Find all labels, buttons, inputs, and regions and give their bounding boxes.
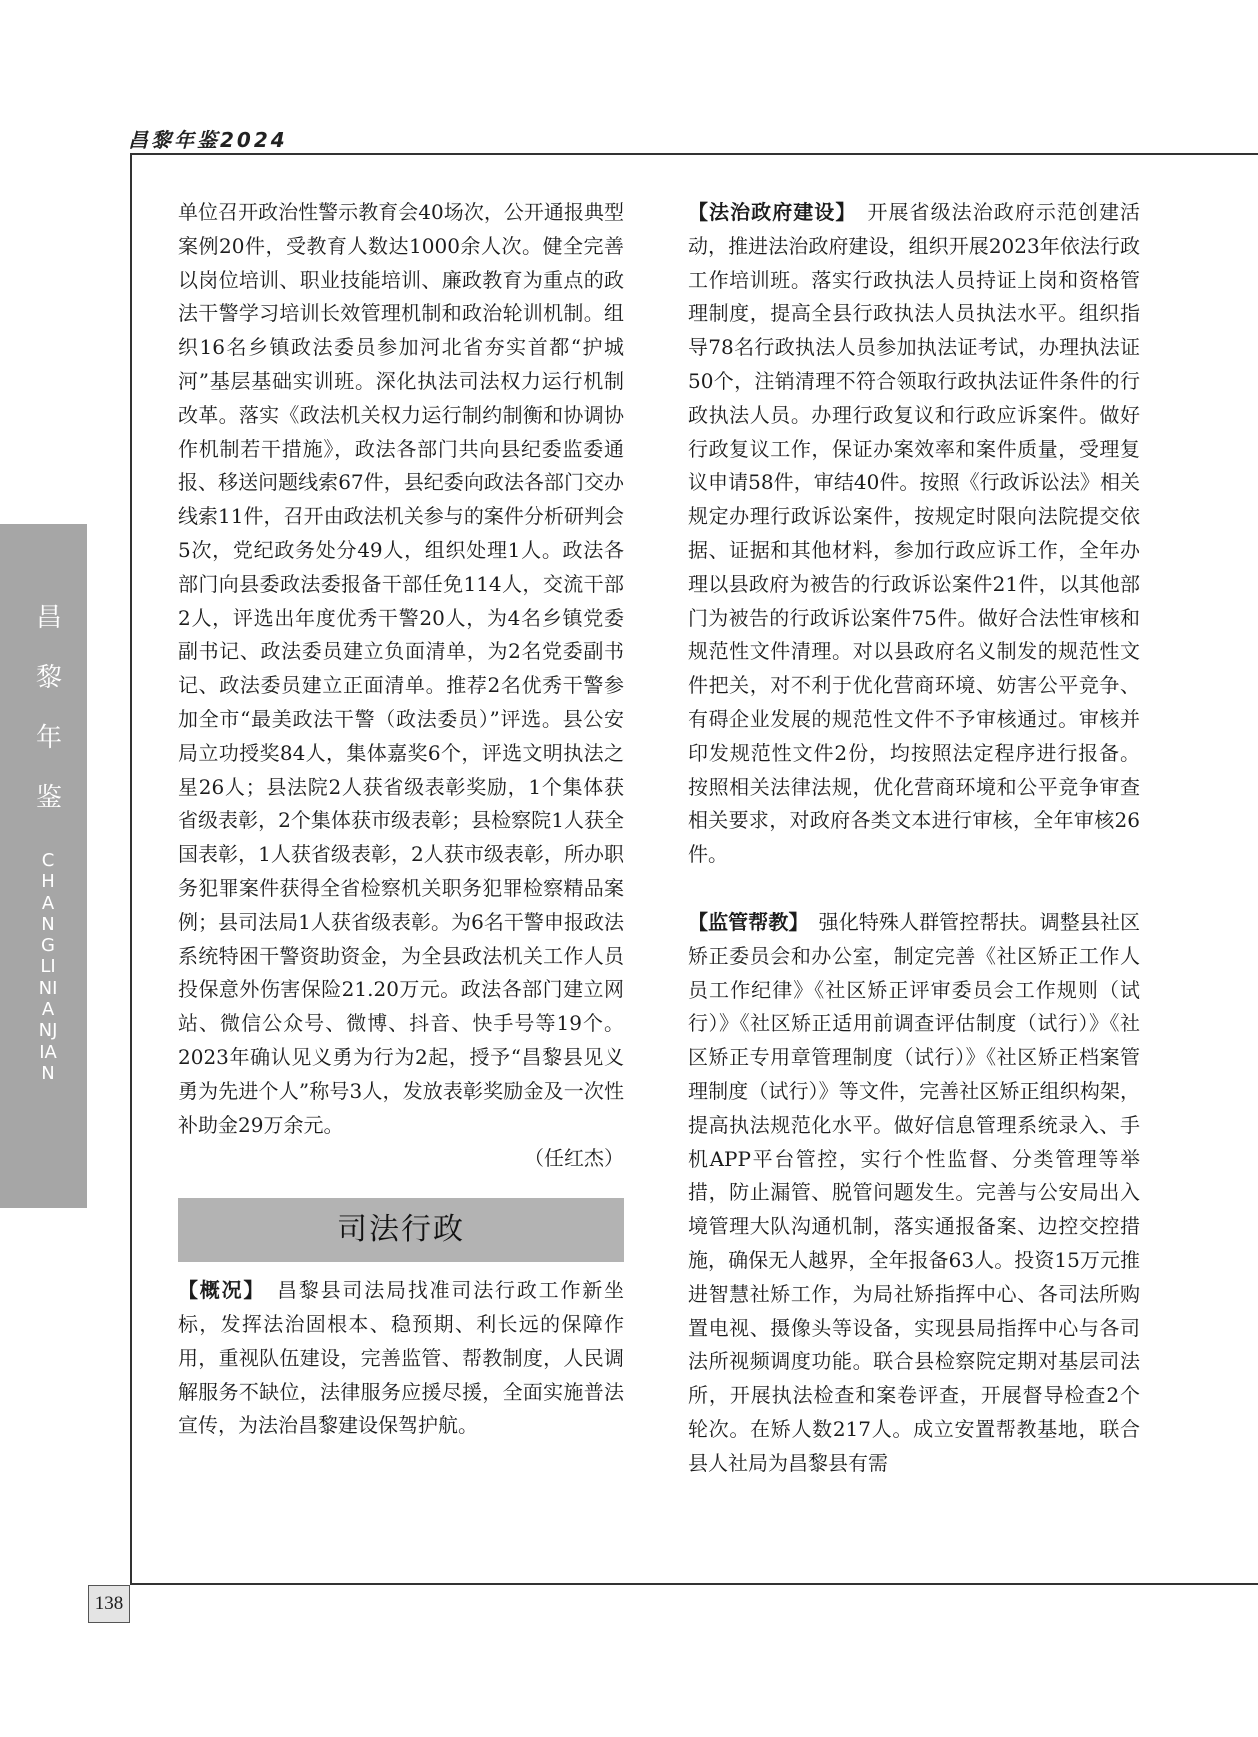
side-tab-char-2: 黎: [36, 663, 63, 693]
supervision-text: 强化特殊人群管控帮扶。调整县社区矫正委员会和办公室，制定完善《社区矫正工作人员工作纪律》《社区矫正评审委员会工作规则（试行）》《社区矫正适用前调查评估制度（试行）》《社区矫正专用章管理制度（试行）》《社区矫正档案管理制度（试行）》等文件，完善社区矫正组织构架，提高执法规范化水平。做好信息管理系统录入、手机APP平台管控，实行个性监督、分类管理等举措，防止漏管、脱管问题发生。完善与公安局出入境管理大队沟通机制，落实通报备案、边控交控措施，确保无人越界，全年报备63人。投资15万元推进智慧社矫工作，为局社矫指挥中心、各司法所购置电视、摄像头等设备，实现县局指挥中心与各司法所视频调度功能。联合县检察院定期对基层司法所，开展执法检查和案卷评查，开展督导检查2个轮次。在矫人数217人。成立安置帮教基地，联合县人社局为昌黎县有需: [688, 909, 1141, 1475]
side-tab-roman: CHANGLINIANJIAN: [38, 850, 58, 1084]
side-tab-char-3: 年: [36, 723, 63, 753]
overview-paragraph: [178, 1274, 624, 1443]
overview-text: 昌黎县司法局找准司法行政工作新坐标，发挥法治固根本、稳预期、利长远的保障作用，重视队伍建设，完善监管、帮教制度，人民调解服务不缺位，法律服务应援尽援，全面实施普法宣传，为法治昌黎建设保驾护航。: [178, 1278, 625, 1438]
page-number: 138: [88, 1585, 130, 1623]
side-tab-char-1: 昌: [36, 603, 63, 633]
paragraph-spacer: [688, 872, 1140, 906]
right-column: [688, 196, 1140, 1480]
side-tab-char-4: 鉴: [36, 783, 63, 813]
frame-top-rule: [130, 153, 1258, 155]
left-column: [178, 196, 624, 1443]
frame-left-rule: [130, 153, 132, 1585]
rule-of-law-paragraph: [688, 196, 1140, 872]
author-credit: （任红杰）: [524, 1146, 624, 1171]
supervision-heading: 【监管帮教】: [688, 909, 799, 934]
intro-paragraph: 单位召开政治性警示教育会40场次，公开通报典型案例20件，受教育人数达1000余人次。健全完善以岗位培训、职业技能培训、廉政教育为重点的政法干警学习培训长效管理机制和政治轮训机制。组织16名乡镇政法委员参加河北省夯实首都“护城河”基层基础实训班。深化执法司法权力运行机制改革。落实《政法机关权力运行制约制衡和协调协作机制若干措施》，政法各部门共向县纪委监委通报、移送问题线索67件，县纪委向政法各部门交办线索11件，召开由政法机关参与的案件分析研判会5次，党纪政务处分49人，组织处理1人。政法各部门向县委政法委报备干部任免114人，交流干部2人，评选出年度优秀干警20人，为4名乡镇党委副书记、政法委员建立负面清单，为2名党委副书记、政法委员建立正面清单。推荐2名优秀干警参加全市“最美政法干警（政法委员）”评选。县公安局立功授奖84人，集体嘉奖6个，评选文明执法之星26人；县法院2人获省级表彰奖励，1个集体获省级表彰，2个集体获市级表彰；县检察院1人获全国表彰，1人获省级表彰，2人获市级表彰，所办职务犯罪案件获得全省检察机关职务犯罪检察精品案例；县司法局1人获省级表彰。为6名干警申报政法系统特困干警资助资金，为全县政法机关工作人员投保意外伤害保险21.20万元。政法各部门建立网站、微信公众号、微博、抖音、快手号等19个。2023年确认见义勇为行为2起，授予“昌黎县见义勇为先进个人”称号3人，发放表彰奖励金及一次性补助金29万余元。: [178, 200, 624, 1137]
supervision-paragraph: [688, 906, 1140, 1481]
rule-of-law-text: 开展省级法治政府示范创建活动，推进法治政府建设，组织开展2023年依法行政工作培训班。落实行政执法人员持证上岗和资格管理制度，提高全县行政执法人员执法水平。组织指导78名行政执法人员参加执法证考试，办理执法证50个，注销清理不符合领取行政执法证件条件的行政执法人员。办理行政复议和行政应诉案件。做好行政复议工作，保证办案效率和案件质量，受理复议申请58件，审结40件。按照《行政诉讼法》相关规定办理行政诉讼案件，按规定时限向法院提交依据、证据和其他材料，参加行政应诉工作，全年办理以县政府为被告的行政诉讼案件21件，以其他部门为被告的行政诉讼案件75件。做好合法性审核和规范性文件清理。对以县政府名义制发的规范性文件把关，对不利于优化营商环境、妨害公平竞争、有碍企业发展的规范性文件不予审核通过。审核并印发规范性文件2份，均按照法定程序进行报备。按照相关法律法规，优化营商环境和公平竞争审查相关要求，对政府各类文本进行审核，全年审核26件。: [688, 200, 1141, 867]
overview-heading: 【概况】: [178, 1278, 256, 1303]
section-title: 司法行政: [178, 1198, 624, 1262]
frame-bottom-rule: [130, 1583, 1258, 1585]
header-title: 昌黎年鉴2024: [128, 128, 288, 152]
rule-of-law-heading: 【法治政府建设】: [688, 200, 847, 224]
